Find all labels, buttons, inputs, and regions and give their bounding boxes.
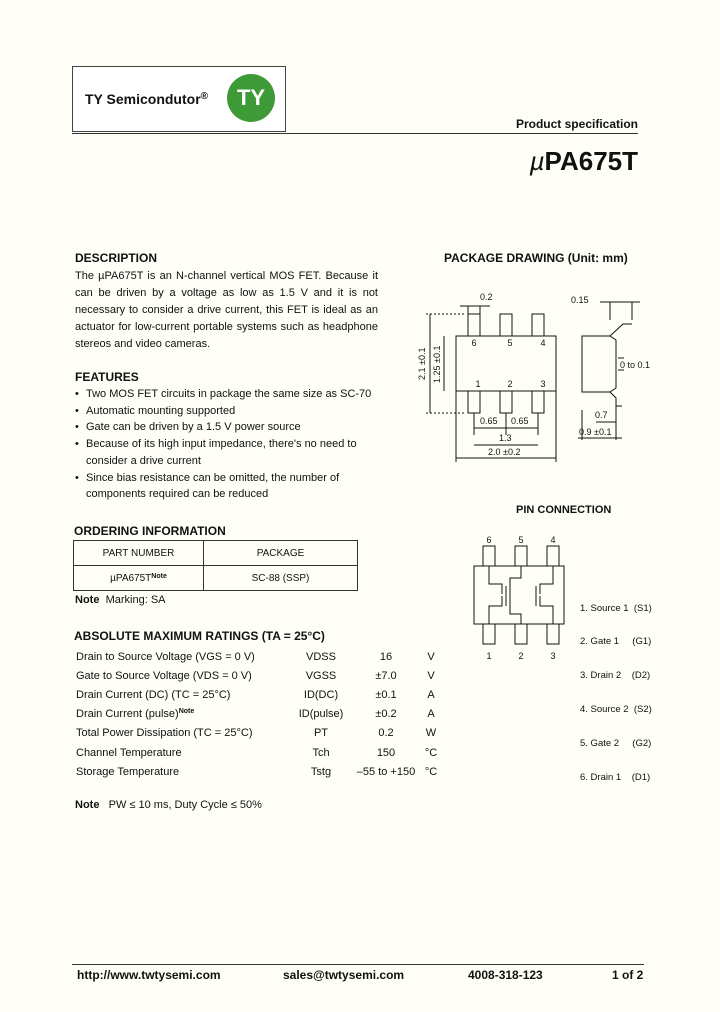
pkg-pin-2: 2 xyxy=(507,379,513,389)
rating-symbol: VGSS xyxy=(305,669,337,682)
rating-unit: °C xyxy=(424,746,438,759)
dim-side-a: 0.7 xyxy=(595,410,608,420)
list-item: 2. Gate 1 (G1) xyxy=(580,636,652,648)
list-item: 6. Drain 1 (D1) xyxy=(580,772,651,784)
description-text: The µPA675T is an N-channel vertical MOS FET. Because it can be driven by a voltage as low as 1.5 V and it is not necessary to consider a drive current, this FET is ideal as an actuator for low-current portable systems such as headphone stereos and video cameras. xyxy=(75,270,378,350)
rating-symbol: Tch xyxy=(312,746,330,759)
feature-item: • Gate can be driven by a 1.5 V power source xyxy=(75,419,375,436)
rating-unit: V xyxy=(427,669,435,682)
pkg-pin-5: 5 xyxy=(507,338,513,348)
dim-side-b: 0.9 ±0.1 xyxy=(579,427,612,437)
rating-value: ±7.0 xyxy=(375,669,397,682)
rating-value: 0.2 xyxy=(378,727,394,740)
rating-param: Channel Temperature xyxy=(76,746,182,759)
table-row xyxy=(76,705,446,724)
rating-value: 150 xyxy=(376,746,396,759)
page-title: µPA675T xyxy=(529,146,638,176)
table-row xyxy=(76,743,446,762)
footer-phone: 4008-318-123 xyxy=(468,968,543,982)
list-item: 4. Source 2 (S2) xyxy=(580,704,652,716)
dim-pitch-a: 0.65 xyxy=(480,416,498,426)
table-row xyxy=(76,685,446,704)
pin-connection-diagram xyxy=(466,534,576,664)
dim-length: 2.0 ±0.2 xyxy=(488,447,521,457)
features-heading: FEATURES xyxy=(75,370,139,384)
ty-logo-icon: TY xyxy=(227,74,275,122)
description-heading: DESCRIPTION xyxy=(75,251,158,265)
ratings-table xyxy=(76,647,446,781)
pkg-pin-3: 3 xyxy=(540,379,546,389)
dim-lead-width: 0.2 xyxy=(480,292,493,302)
ordering-package: SC-88 (SSP) xyxy=(204,566,358,591)
footer-email[interactable]: sales@twtysemi.com xyxy=(283,968,405,982)
feature-item: • Automatic mounting supported xyxy=(75,403,375,420)
rating-unit: A xyxy=(427,708,435,721)
rating-symbol: ID(pulse) xyxy=(298,708,344,721)
ordering-part: $\mu PA675T^{Note}$ xyxy=(74,566,204,591)
pin-label-3: 3 xyxy=(550,651,556,661)
rating-value: 16 xyxy=(379,650,393,663)
package-drawing xyxy=(410,280,670,470)
footer-rule xyxy=(72,964,644,965)
feature-item: • Because of its high input impedance, there's no need to consider a drive current xyxy=(75,436,375,469)
rating-symbol: VDSS xyxy=(306,650,336,663)
rating-value: –55 to +150 xyxy=(356,765,416,778)
rating-param: Gate to Source Voltage (VDS = 0 V) xyxy=(76,669,252,682)
product-specification: Product specification xyxy=(515,117,638,131)
pkg-pin-4: 4 xyxy=(540,338,546,348)
dim-height-total: 2.1 ±0.1 xyxy=(417,347,427,380)
ordering-header-part: PART NUMBER xyxy=(74,541,204,566)
dim-lead-thickness: 0.15 xyxy=(571,295,589,305)
feature-item: • Since bias resistance can be omitted, the number of components required can be reduced xyxy=(75,470,375,503)
features-list xyxy=(75,386,375,503)
ordering-header-package: PACKAGE xyxy=(204,541,358,566)
pkg-pin-6: 6 xyxy=(471,338,477,348)
rating-param: Drain to Source Voltage (VGS = 0 V) xyxy=(76,650,255,663)
pulse-note: Note PW ≤ 10 ms, Duty Cycle ≤ 50% xyxy=(75,799,262,811)
list-item: 3. Drain 2 (D2) xyxy=(580,670,651,682)
rating-unit: A xyxy=(427,688,435,701)
rating-unit: V xyxy=(427,650,435,663)
rating-param: Drain Current (pulse)$^{Note}$ xyxy=(76,708,195,721)
rating-unit: W xyxy=(425,727,437,740)
dim-pitch-b: 0.65 xyxy=(511,416,529,426)
pin-label-2: 2 xyxy=(518,651,524,661)
feature-item: • Two MOS FET circuits in package the same size as SC-70 xyxy=(75,386,375,403)
company-name: TY Semicondutor® xyxy=(85,91,209,107)
footer-page: 1 of 2 xyxy=(612,968,644,982)
pin-list xyxy=(580,580,652,795)
rating-value: ±0.2 xyxy=(375,708,397,721)
footer-url[interactable]: http://www.twtysemi.com xyxy=(77,968,221,982)
table-row xyxy=(76,724,446,743)
dim-height-body: 1.25 ±0.1 xyxy=(432,345,442,383)
pin-label-1: 1 xyxy=(486,651,492,661)
dim-span: 1.3 xyxy=(499,433,512,443)
table-row xyxy=(76,666,446,685)
rating-param: Drain Current (DC) (TC = 25°C) xyxy=(76,688,231,701)
rating-value: ±0.1 xyxy=(375,688,397,701)
table-row xyxy=(76,762,446,781)
rating-symbol: ID(DC) xyxy=(303,688,339,701)
rating-symbol: Tstg xyxy=(310,765,332,778)
pin-label-6: 6 xyxy=(486,535,492,545)
company-logo-box xyxy=(72,66,286,132)
table-row xyxy=(76,647,446,666)
pin-connection-heading: PIN CONNECTION xyxy=(516,504,612,516)
pin-label-4: 4 xyxy=(550,535,556,545)
rating-unit: °C xyxy=(424,765,438,778)
rating-param: Storage Temperature xyxy=(76,765,180,778)
pkg-pin-1: 1 xyxy=(475,379,481,389)
marking-note: Note Marking: SA xyxy=(75,594,166,606)
rating-param: Total Power Dissipation (TC = 25°C) xyxy=(76,727,253,740)
package-drawing-heading: PACKAGE DRAWING (Unit: mm) xyxy=(444,251,628,265)
ordering-heading: ORDERING INFORMATION xyxy=(74,524,226,538)
pin-label-5: 5 xyxy=(518,535,524,545)
header-rule xyxy=(72,133,638,134)
rating-symbol: PT xyxy=(313,727,329,740)
list-item: 1. Source 1 (S1) xyxy=(580,602,652,614)
dim-standoff: 0 to 0.1 xyxy=(620,360,651,370)
list-item: 5. Gate 2 (G2) xyxy=(580,738,652,750)
ordering-table xyxy=(73,540,358,591)
ratings-heading: ABSOLUTE MAXIMUM RATINGS (TA = 25°C) xyxy=(74,629,325,643)
